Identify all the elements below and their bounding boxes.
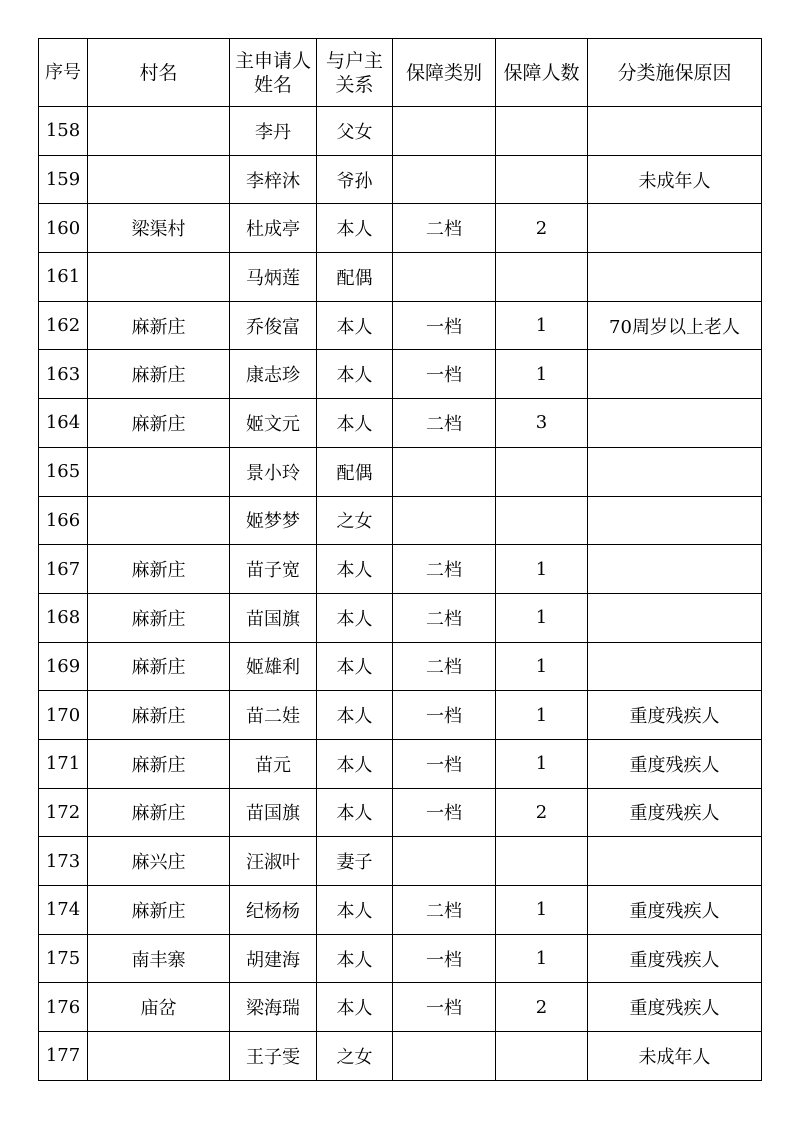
table-row [39,204,762,253]
cell-relation: 本人 [317,642,393,691]
table-body [39,107,762,1081]
table-row [39,496,762,545]
cell-no: 170 [39,691,88,740]
cell-category: 二档 [393,593,496,642]
cell-name: 苗国旗 [230,788,317,837]
cell-count: 1 [496,691,588,740]
cell-reason: 重度残疾人 [588,983,762,1032]
header-relation: 与户主关系 [317,39,393,107]
cell-relation: 父女 [317,107,393,156]
cell-relation: 本人 [317,399,393,448]
table-row [39,788,762,837]
cell-village: 庙岔 [88,983,230,1032]
cell-village: 麻新庄 [88,301,230,350]
cell-count: 1 [496,739,588,788]
cell-reason: 重度残疾人 [588,886,762,935]
table-row [39,739,762,788]
cell-village: 麻新庄 [88,593,230,642]
cell-reason [588,253,762,302]
cell-name: 杜成亭 [230,204,317,253]
cell-no: 174 [39,886,88,935]
header-category: 保障类别 [393,39,496,107]
cell-no: 176 [39,983,88,1032]
cell-name: 王子雯 [230,1032,317,1081]
cell-reason: 重度残疾人 [588,739,762,788]
cell-category [393,496,496,545]
cell-no: 158 [39,107,88,156]
cell-reason [588,496,762,545]
cell-count: 3 [496,399,588,448]
header-village: 村名 [88,39,230,107]
cell-name: 乔俊富 [230,301,317,350]
table-row [39,399,762,448]
cell-count: 1 [496,350,588,399]
table-row [39,593,762,642]
header-no: 序号 [39,39,88,107]
cell-relation: 之女 [317,496,393,545]
table-row [39,350,762,399]
header-reason: 分类施保原因 [588,39,762,107]
cell-category [393,1032,496,1081]
cell-category: 二档 [393,642,496,691]
cell-reason: 重度残疾人 [588,691,762,740]
table-row [39,447,762,496]
cell-relation: 本人 [317,739,393,788]
cell-relation: 本人 [317,545,393,594]
cell-reason [588,545,762,594]
cell-category: 二档 [393,545,496,594]
cell-count: 1 [496,886,588,935]
header-applicant: 主申请人姓名 [230,39,317,107]
cell-count: 1 [496,934,588,983]
cell-village [88,253,230,302]
cell-count [496,155,588,204]
cell-reason [588,399,762,448]
cell-count: 1 [496,301,588,350]
cell-village: 南丰寨 [88,934,230,983]
cell-relation: 配偶 [317,253,393,302]
cell-village [88,107,230,156]
cell-no: 164 [39,399,88,448]
cell-category [393,155,496,204]
cell-name: 苗二娃 [230,691,317,740]
cell-category: 一档 [393,691,496,740]
cell-no: 168 [39,593,88,642]
cell-no: 177 [39,1032,88,1081]
cell-name: 康志珍 [230,350,317,399]
cell-village: 麻新庄 [88,545,230,594]
cell-reason [588,837,762,886]
cell-no: 165 [39,447,88,496]
cell-category: 一档 [393,788,496,837]
cell-village: 麻兴庄 [88,837,230,886]
cell-name: 梁海瑞 [230,983,317,1032]
cell-no: 163 [39,350,88,399]
cell-name: 姬梦梦 [230,496,317,545]
cell-relation: 爷孙 [317,155,393,204]
cell-relation: 本人 [317,593,393,642]
cell-name: 苗国旗 [230,593,317,642]
cell-count: 2 [496,204,588,253]
table-row [39,545,762,594]
cell-count: 2 [496,983,588,1032]
cell-no: 160 [39,204,88,253]
cell-reason [588,350,762,399]
cell-reason [588,107,762,156]
cell-category: 二档 [393,399,496,448]
cell-count [496,837,588,886]
cell-name: 苗元 [230,739,317,788]
cell-reason: 重度残疾人 [588,934,762,983]
table-row [39,934,762,983]
table-row [39,642,762,691]
cell-category [393,837,496,886]
cell-category: 二档 [393,204,496,253]
cell-category: 一档 [393,983,496,1032]
cell-no: 162 [39,301,88,350]
cell-relation: 本人 [317,886,393,935]
table-row [39,253,762,302]
cell-count: 2 [496,788,588,837]
cell-category: 一档 [393,934,496,983]
cell-no: 159 [39,155,88,204]
cell-name: 纪杨杨 [230,886,317,935]
cell-category [393,107,496,156]
table-row [39,886,762,935]
table-row [39,301,762,350]
cell-reason [588,204,762,253]
cell-name: 苗子宽 [230,545,317,594]
cell-village [88,155,230,204]
cell-no: 173 [39,837,88,886]
cell-relation: 之女 [317,1032,393,1081]
cell-reason: 70周岁以上老人 [588,301,762,350]
cell-name: 汪淑叶 [230,837,317,886]
cell-category: 二档 [393,886,496,935]
cell-count: 1 [496,593,588,642]
assistance-table [38,38,762,1081]
cell-relation: 本人 [317,934,393,983]
cell-relation: 本人 [317,983,393,1032]
cell-count [496,107,588,156]
cell-relation: 妻子 [317,837,393,886]
cell-village: 麻新庄 [88,739,230,788]
cell-village: 麻新庄 [88,788,230,837]
cell-category: 一档 [393,301,496,350]
cell-name: 姬雄利 [230,642,317,691]
cell-no: 161 [39,253,88,302]
cell-category: 一档 [393,350,496,399]
cell-category: 一档 [393,739,496,788]
cell-category [393,253,496,302]
cell-count [496,1032,588,1081]
cell-count [496,496,588,545]
cell-village: 麻新庄 [88,642,230,691]
cell-reason: 未成年人 [588,155,762,204]
cell-count: 1 [496,545,588,594]
cell-no: 171 [39,739,88,788]
cell-relation: 本人 [317,350,393,399]
table-row [39,983,762,1032]
cell-name: 姬文元 [230,399,317,448]
table-row [39,107,762,156]
cell-no: 166 [39,496,88,545]
header-count: 保障人数 [496,39,588,107]
cell-village [88,496,230,545]
cell-name: 李丹 [230,107,317,156]
table-row [39,691,762,740]
cell-relation: 本人 [317,204,393,253]
cell-village [88,447,230,496]
cell-no: 167 [39,545,88,594]
cell-name: 李梓沐 [230,155,317,204]
cell-reason: 重度残疾人 [588,788,762,837]
cell-category [393,447,496,496]
cell-count [496,447,588,496]
cell-relation: 配偶 [317,447,393,496]
cell-count [496,253,588,302]
cell-no: 175 [39,934,88,983]
cell-count: 1 [496,642,588,691]
cell-reason: 未成年人 [588,1032,762,1081]
cell-village: 梁渠村 [88,204,230,253]
cell-no: 169 [39,642,88,691]
cell-name: 景小玲 [230,447,317,496]
cell-relation: 本人 [317,301,393,350]
header-row [39,39,762,107]
table-row [39,155,762,204]
cell-village: 麻新庄 [88,691,230,740]
cell-reason [588,642,762,691]
cell-reason [588,447,762,496]
cell-name: 马炳莲 [230,253,317,302]
cell-relation: 本人 [317,691,393,740]
cell-no: 172 [39,788,88,837]
cell-village: 麻新庄 [88,886,230,935]
cell-village: 麻新庄 [88,399,230,448]
table-row [39,1032,762,1081]
cell-village [88,1032,230,1081]
cell-name: 胡建海 [230,934,317,983]
cell-village: 麻新庄 [88,350,230,399]
table-row [39,837,762,886]
cell-reason [588,593,762,642]
cell-relation: 本人 [317,788,393,837]
